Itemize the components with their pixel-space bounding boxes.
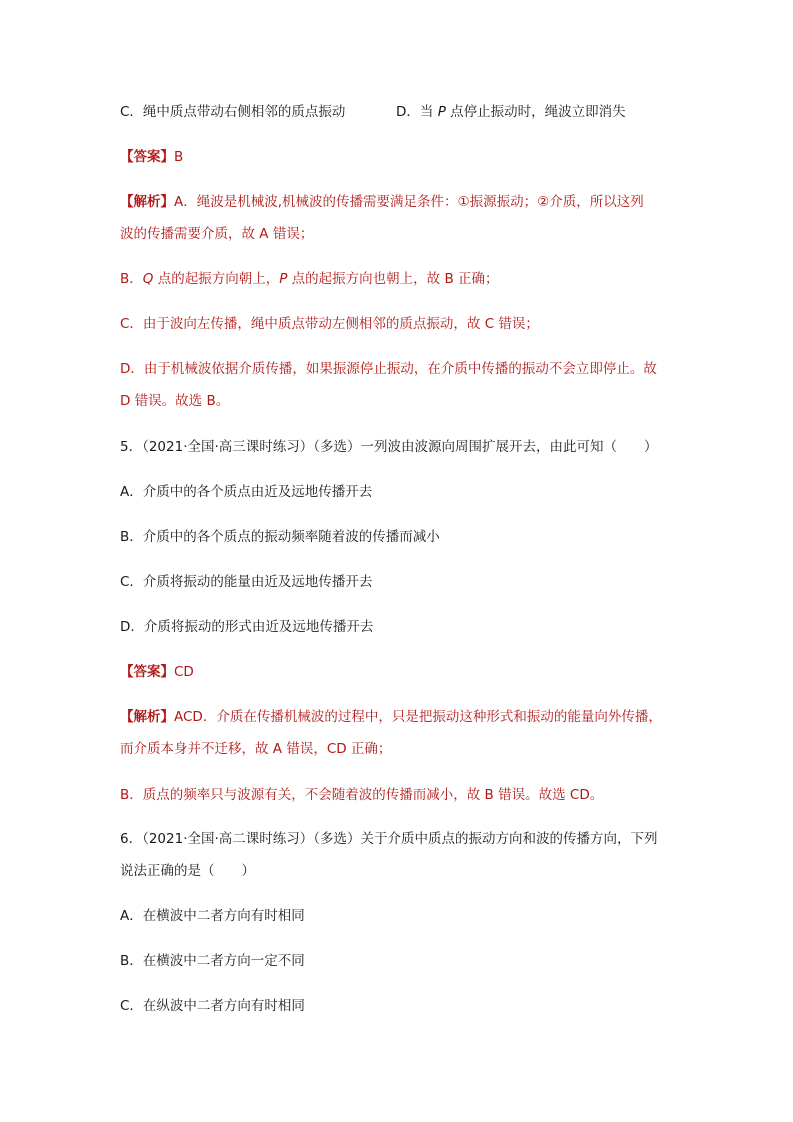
q5-analysis-line-1: 【解析】ACD．介质在传播机械波的过程中，只是把振动这种形式和振动的能量向外传播，	[120, 709, 662, 725]
q4-analysis-d-line-2: D 错误。故选 B。	[120, 393, 230, 409]
q5-analysis-line-3: B．质点的频率只与波源有关，不会随着波的传播而减小，故 B 错误。故选 CD。	[120, 787, 604, 803]
analysis-label: 【解析】	[120, 194, 174, 210]
answer-label: 【答案】	[120, 664, 174, 680]
q4-analysis-d-line-1: D．由于机械波依据介质传播，如果振源停止振动，在介质中传播的振动不会立即停止。故	[120, 361, 657, 377]
q4-answer	[120, 147, 183, 167]
q5-option-c: C．介质将振动的能量由近及远地传播开去	[120, 574, 373, 590]
q6-option-c: C．在纵波中二者方向有时相同	[120, 998, 305, 1014]
q5-answer	[120, 662, 194, 682]
answer-value: B	[174, 149, 184, 165]
q4-analysis-line-1: 【解析】A．绳波是机械波,机械波的传播需要满足条件：①振源振动；②介质，所以这列	[120, 194, 644, 210]
answer-label: 【答案】	[120, 149, 174, 165]
analysis-label: 【解析】	[120, 709, 174, 725]
q4-analysis-b: B．Q 点的起振方向朝上，P 点的起振方向也朝上，故 B 正确；	[120, 271, 499, 287]
q6-option-a: A．在横波中二者方向有时相同	[120, 908, 305, 924]
answer-value: CD	[174, 664, 194, 680]
q4-analysis-line-2: 波的传播需要介质，故 A 错误；	[120, 226, 314, 242]
q6-stem-line-2: 说法正确的是（ ）	[120, 863, 255, 879]
q4-option-c: C．绳中质点带动右侧相邻的质点振动	[120, 104, 346, 120]
q4-analysis-c: C．由于波向左传播，绳中质点带动左侧相邻的质点振动，故 C 错误；	[120, 316, 539, 332]
q5-option-b: B．介质中的各个质点的振动频率随着波的传播而减小	[120, 529, 440, 545]
q6-option-b: B．在横波中二者方向一定不同	[120, 953, 305, 969]
q5-stem: 5．（2021·全国·高三课时练习）（多选）一列波由波源向周围扩展开去，由此可知（ ）	[120, 439, 658, 455]
q5-option-a: A．介质中的各个质点由近及远地传播开去	[120, 484, 373, 500]
q5-option-d: D．介质将振动的形式由近及远地传播开去	[120, 619, 374, 635]
q5-analysis-line-2: 而介质本身并不迁移，故 A 错误，CD 正确；	[120, 741, 392, 757]
q4-option-d: D．当 P 点停止振动时，绳波立即消失	[396, 104, 626, 120]
q6-stem-line-1: 6．（2021·全国·高二课时练习）（多选）关于介质中质点的振动方向和波的传播方向，下列	[120, 831, 658, 847]
